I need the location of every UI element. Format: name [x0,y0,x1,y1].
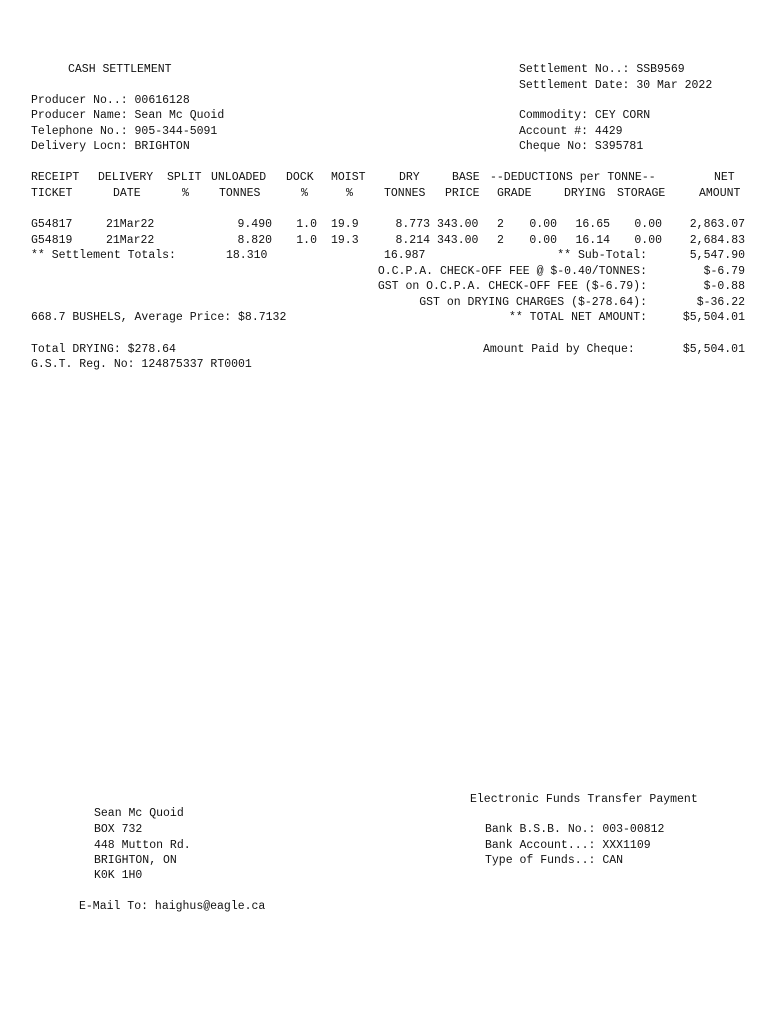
col-header-moist: MOIST [331,171,366,184]
cell-dry: 8.773 [395,218,430,231]
total-net-row [0,310,768,326]
cell-net: 2,684.83 [689,234,745,247]
telephone-number: Telephone No.: 905-344-5091 [31,125,218,138]
col-header-dock-pct: % [301,187,308,200]
cell-unloaded: 8.820 [237,234,272,247]
col-header-amount: AMOUNT [699,187,741,200]
amount-paid-label: Amount Paid by Cheque: [483,343,635,356]
cell-storage: 0.00 [634,218,662,231]
amount-paid-value: $5,504.01 [682,343,745,356]
col-header-drying: DRYING [564,187,606,200]
col-header-dry: DRY [399,171,420,184]
cell-grade: 2 [497,218,504,231]
address-name: Sean Mc Quoid [94,807,184,820]
payment-row [0,342,768,358]
cell-deduction: 0.00 [529,218,557,231]
col-header-base: BASE [452,171,480,184]
producer-name: Producer Name: Sean Mc Quoid [31,109,225,122]
cell-date: 21Mar22 [106,234,155,247]
delivery-location: Delivery Locn: BRIGHTON [31,140,190,153]
document-title: CASH SETTLEMENT [68,63,172,76]
total-net-label: ** TOTAL NET AMOUNT: [508,311,647,324]
cell-dry: 8.214 [395,234,430,247]
cell-price: 343.00 [437,234,479,247]
col-header-deductions: --DEDUCTIONS per TONNE-- [490,171,656,184]
gst-drying-value: $-36.22 [696,296,745,309]
cell-drying: 16.65 [575,218,610,231]
col-header-receipt: RECEIPT [31,171,80,184]
cell-dock: 1.0 [296,234,317,247]
table-row [0,233,768,249]
col-header-date: DATE [113,187,141,200]
subtotal-label: ** Sub-Total: [557,249,647,262]
cheque-number: Cheque No: S395781 [519,140,644,153]
gst-registration: G.S.T. Reg. No: 124875337 RT0001 [31,358,252,371]
cell-ticket: G54817 [31,218,73,231]
total-drying: Total DRYING: $278.64 [31,343,176,356]
bushels-average-price: 668.7 BUSHELS, Average Price: $8.7132 [31,311,287,324]
funds-type: Type of Funds..: CAN [485,854,624,867]
address-city: BRIGHTON, ON [94,854,177,867]
cell-price: 343.00 [437,218,479,231]
table-header-row-2 [0,186,768,202]
ocpa-fee-value: $-6.79 [703,265,745,278]
col-header-tonnes: TONNES [219,187,261,200]
bank-bsb: Bank B.S.B. No.: 003-00812 [485,823,665,836]
col-header-moist-pct: % [346,187,353,200]
bank-account: Bank Account...: XXX1109 [485,839,651,852]
eft-title: Electronic Funds Transfer Payment [470,793,698,806]
col-header-storage: STORAGE [617,187,666,200]
address-box: BOX 732 [94,823,143,836]
cell-storage: 0.00 [634,234,662,247]
col-header-ticket: TICKET [31,187,73,200]
gst-drying-label: GST on DRYING CHARGES ($-278.64): [419,296,647,309]
gst-drying-row [0,295,768,311]
gst-ocpa-row [0,279,768,295]
col-header-unloaded: UNLOADED [211,171,267,184]
address-postal-code: K0K 1H0 [94,869,143,882]
totals-unloaded-tonnes: 18.310 [226,249,268,262]
col-header-price: PRICE [445,187,480,200]
cell-unloaded: 9.490 [237,218,272,231]
account-number: Account #: 4429 [519,125,623,138]
gst-ocpa-value: $-0.88 [703,280,745,293]
cell-moist: 19.3 [331,234,359,247]
gst-ocpa-label: GST on O.C.P.A. CHECK-OFF FEE ($-6.79): [377,280,647,293]
address-street: 448 Mutton Rd. [94,839,191,852]
col-header-net: NET [714,171,735,184]
cell-drying: 16.14 [575,234,610,247]
cell-deduction: 0.00 [529,234,557,247]
col-header-delivery: DELIVERY [98,171,154,184]
settlement-totals-row [0,248,768,264]
subtotal-value: 5,547.90 [689,249,745,262]
table-row [0,217,768,233]
email-address: E-Mail To: haighus@eagle.ca [79,900,266,913]
total-net-value: $5,504.01 [682,311,745,324]
cell-grade: 2 [497,234,504,247]
cell-date: 21Mar22 [106,218,155,231]
cell-ticket: G54819 [31,234,73,247]
cell-moist: 19.9 [331,218,359,231]
col-header-dock: DOCK [286,171,314,184]
commodity: Commodity: CEY CORN [519,109,651,122]
col-header-grade: GRADE [497,187,532,200]
settlement-date: Settlement Date: 30 Mar 2022 [519,79,713,92]
col-header-split: SPLIT [167,171,202,184]
ocpa-fee-label: O.C.P.A. CHECK-OFF FEE @ $-0.40/TONNES: [377,265,647,278]
ocpa-fee-row [0,264,768,280]
col-header-split-pct: % [182,187,189,200]
col-header-dry-tonnes: TONNES [384,187,426,200]
table-header-row-1 [0,170,768,186]
producer-number: Producer No..: 00616128 [31,94,190,107]
settlement-totals-label: ** Settlement Totals: [31,249,176,262]
cell-dock: 1.0 [296,218,317,231]
totals-dry-tonnes: 16.987 [384,249,426,262]
settlement-number: Settlement No..: SSB9569 [519,63,685,76]
cell-net: 2,863.07 [689,218,745,231]
